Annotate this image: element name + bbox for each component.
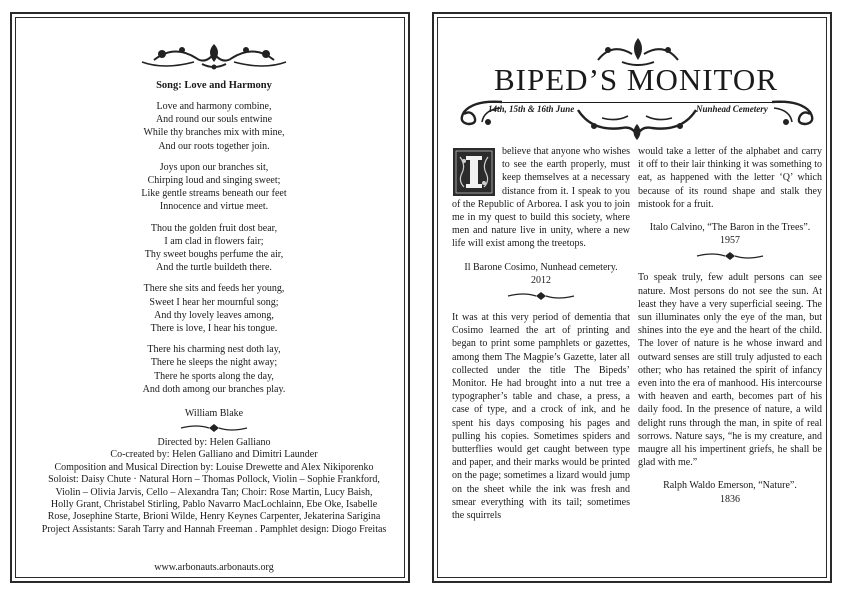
poem-line: There he sleeps the night away; — [150, 357, 278, 369]
left-page — [10, 12, 410, 583]
attribution: Il Barone Cosimo, Nunhead cemetery. — [464, 261, 618, 273]
spacer — [638, 261, 822, 271]
poem-line: I am clad in flowers fair; — [164, 235, 264, 247]
masthead-title: BIPED’S MONITOR — [494, 62, 778, 97]
poem-line: There she sits and feeds her young, — [143, 283, 285, 295]
website-link[interactable]: www.arbonauts.arbonauts.org — [154, 562, 274, 573]
emerson-paragraph: To speak truly, few adult persons can see nature. Most persons do not see the sun. At least they have a very superficial seeing. The sun illuminates only the eye of the man, but shines into the eye and the heart of the child. The lover of nature is he whose inward and outward senses are still truly adjusted to each other; who has retained the spirit of infancy even into the era of manhood. His intercourse with heaven and earth, becomes part of his daily food. In the presence of nature, a wild delight runs through the man, in spite of real sorrows. Nature says, “he is my creature, and maugre all his impertinent griefs, he shall be glad with me.” — [638, 272, 822, 469]
article-column-right — [638, 145, 822, 506]
right-page-frame — [437, 17, 827, 578]
poem-line: Love and harmony combine, — [156, 101, 272, 112]
stanza — [16, 222, 410, 275]
divider-ornament-icon — [179, 423, 249, 433]
floral-ornament-icon — [134, 40, 294, 72]
poem-line: And round our souls entwine — [155, 114, 273, 126]
left-page-frame — [15, 17, 405, 578]
scroll-ornament-icon — [454, 98, 504, 130]
spacer — [452, 301, 630, 311]
poem-line: And the turtle buildeth there. — [156, 262, 272, 274]
poem-author: William Blake — [184, 408, 244, 419]
poem-line: While thy branches mix with mine, — [143, 127, 285, 139]
continued-paragraph: would take a letter of the alphabet and carry it off to their lair thinking it was something to eat, as happened with the letter ‘Q’ which because of its round shape and stalk they mistook for a fruit. — [638, 146, 822, 210]
credit-line: Co-created by: Helen Galliano and Dimitri Launder — [110, 449, 318, 461]
poem-line: Innocence and virtue meet. — [159, 201, 269, 213]
credit-line: Project Assistants: Sarah Tarry and Hannah Freeman . Pamphlet design: Diogo Freitas — [41, 523, 387, 535]
flourish-ornament-icon — [572, 106, 702, 142]
poem-line: Chirping loud and singing sweet; — [147, 175, 281, 187]
masthead-rule — [490, 102, 782, 103]
poem-line: There is love, I hear his tongue. — [150, 323, 278, 335]
attribution: Ralph Waldo Emerson, “Nature”. — [663, 480, 797, 492]
credit-line: Composition and Musical Direction by: Louise Drewette and Alex Nikiporenko — [54, 461, 374, 473]
masthead — [444, 32, 828, 152]
poem-line: Thou the golden fruit dost bear, — [150, 222, 278, 234]
spacer — [452, 251, 630, 261]
credit-line: Soloist: Daisy Chute · Natural Horn – Thomas Pollock, Violin – Sophie Frankford, — [48, 474, 380, 486]
credit-line: Rose, Josephine Starte, Brioni Wilde, Henry Keynes Carpenter, Jekaterina Sarigina — [47, 511, 381, 523]
poem — [16, 100, 410, 404]
attribution-year: 1957 — [720, 235, 740, 247]
attribution-year: 1836 — [720, 493, 740, 505]
attribution-year: 2012 — [531, 274, 551, 286]
stanza — [16, 100, 410, 153]
credit-line: Holly Grant, Christabel Stirling, Pablo Navarro MacLochlainn, Ebe Oke, Isabelle — [50, 499, 378, 511]
divider-ornament-icon — [506, 291, 576, 301]
intro-paragraph: believe that anyone who wishes to see the earth properly, must keep themselves at a necessary distance from it. I speak to you of the Republic of Arborea. I ask you to join me in my quest to build this society, where men and nature live in unity, where a new life will exist among the treetops. — [452, 146, 630, 250]
article-column-left — [452, 145, 630, 522]
spacer — [638, 211, 822, 221]
attribution: Italo Calvino, “The Baron in the Trees”. — [649, 222, 811, 234]
poem-line: Like gentle streams beneath our feet — [141, 188, 287, 200]
spacer — [638, 469, 822, 479]
poem-line: And our roots together join. — [158, 140, 270, 152]
poem-line: There he sports along the day, — [154, 370, 274, 382]
divider-ornament-icon — [695, 251, 765, 261]
poem-line: And doth among our branches play. — [142, 383, 286, 395]
song-title: Song: Love and Harmony — [156, 80, 272, 91]
poem-line: And thy lovely leaves among, — [154, 309, 274, 321]
credit-line: Directed by: Helen Galliano — [157, 437, 271, 448]
scroll-ornament-icon — [770, 98, 820, 130]
poem-line: Sweet I hear her mournful song; — [149, 296, 279, 308]
poem-line: There his charming nest doth lay, — [147, 344, 281, 356]
stanza — [16, 282, 410, 335]
credit-line: Violin – Olivia Jarvis, Cello – Alexandra Tan; Choir: Rose Martin, Lucy Baish, — [55, 486, 373, 498]
masthead-place: Nunhead Cemetery — [696, 104, 768, 114]
credits — [28, 437, 400, 536]
masthead-dates: 14th, 15th & 16th June — [488, 104, 575, 114]
stanza — [16, 343, 410, 396]
stanza — [16, 161, 410, 214]
body-paragraph: It was at this very period of dementia that Cosimo learned the art of printing and began to print some pamphlets or gazettes, among them The Magpie’s Gazette, later all collected under the title The Bipeds’ Monitor. He had brought into a nut tree a typographer’s table and chase, a press, a case of type, and a crock of ink, and he spent his days composing his pages and pulling his copies. Sometimes spiders and butterflies would get caught between type and paper, and their marks would be printed on the page; sometimes a lizard would jump on the sheet while the ink was fresh and smear everything with its tail; sometimes the squirrels — [452, 312, 630, 522]
poem-line: Thy sweet boughs perfume the air, — [144, 249, 284, 261]
poem-line: Joys upon our branches sit, — [159, 161, 269, 173]
dropcap-ornate-letter-icon — [452, 147, 496, 197]
right-page — [432, 12, 832, 583]
